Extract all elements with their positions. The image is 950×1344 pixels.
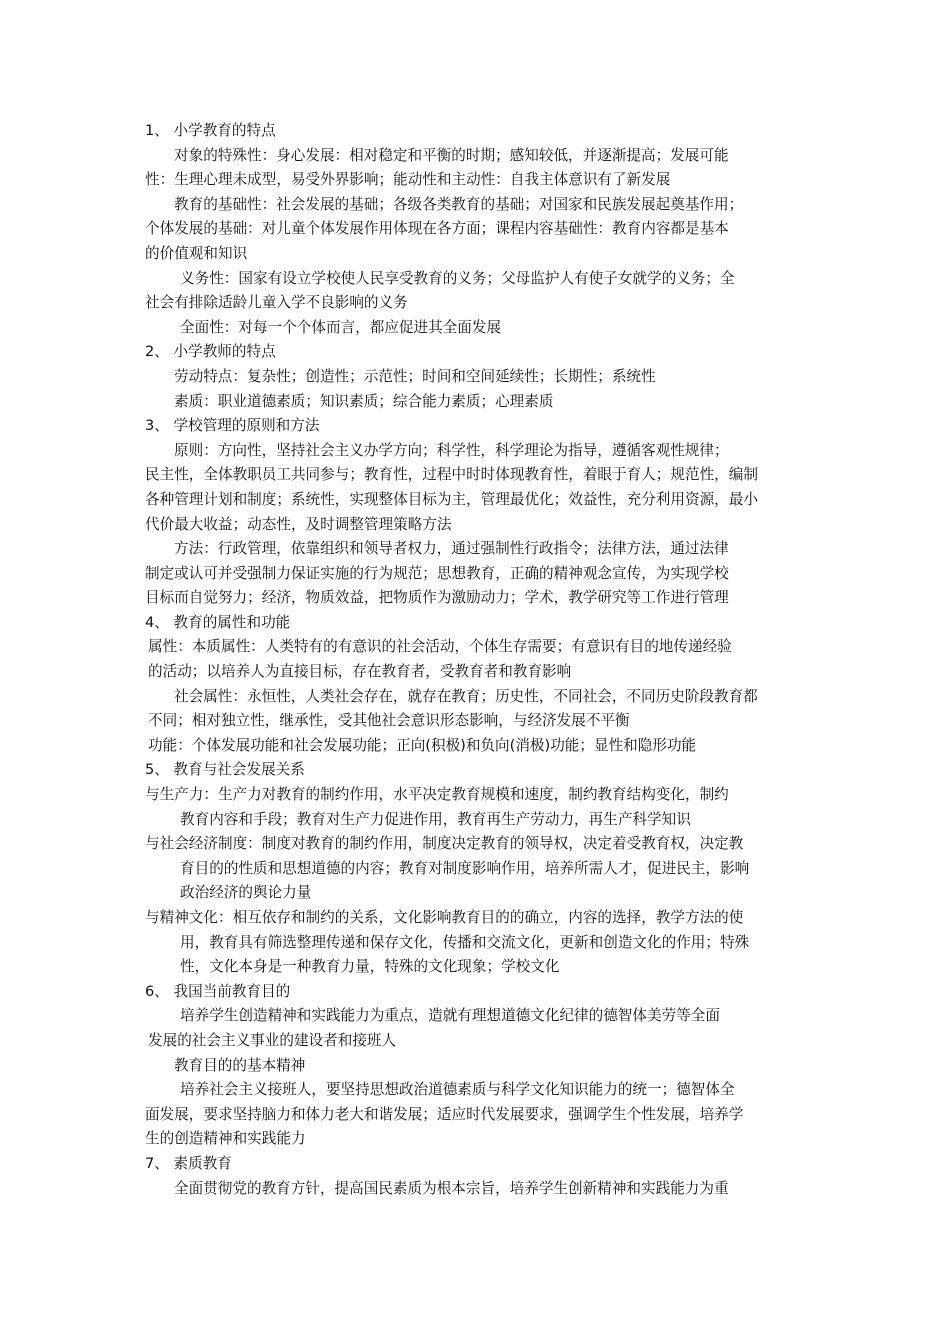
text-line: 性：生理心理未成型，易受外界影响；能动性和主动性：自我主体意识有了新发展 (145, 171, 671, 189)
text-line: 与社会经济制度：制度对教育的制约作用，制度决定教育的领导权，决定着受教育权，决定教 (145, 835, 744, 853)
text-line: 的价值观和知识 (145, 244, 248, 262)
text-line: 功能：个体发展功能和社会发展功能；正向(积极)和负向(消极)功能；显性和隐形功能 (148, 736, 697, 754)
text-line: 生的创造精神和实践能力 (145, 1130, 306, 1148)
text-line: 原则：方向性，坚持社会主义办学方向；科学性，科学理论为指导，遵循客观性规律； (174, 441, 729, 459)
text-line: 素质：职业道德素质；知识素质；综合能力素质；心理素质 (174, 392, 554, 410)
text-line: 培养社会主义接班人，要坚持思想政治道德素质与科学文化知识能力的统一；德智体全 (180, 1081, 735, 1099)
text-line: 方法：行政管理，依靠组织和领导者权力，通过强制性行政指令；法律方法，通过法律 (174, 540, 729, 558)
text-line: 育目的的性质和思想道德的内容；教育对制度影响作用，培养所需人才，促进民主，影响 (180, 859, 750, 877)
text-line: 对象的特殊性：身心发展：相对稳定和平衡的时期；感知较低，并逐渐提高；发展可能 (174, 146, 729, 164)
text-line: 制定或认可并受强制力保证实施的行为规范；思想教育，正确的精神观念宣传，为实现学校 (145, 564, 729, 582)
text-line: 劳动特点：复杂性；创造性；示范性；时间和空间延续性；长期性；系统性 (174, 367, 656, 385)
section-heading-1: 1、 小学教育的特点 (145, 122, 276, 139)
text-line: 的活动；以培养人为直接目标，存在教育者，受教育者和教育影响 (148, 663, 572, 681)
section-heading-4: 4、 教育的属性和功能 (145, 613, 291, 631)
text-line: 发展的社会主义事业的建设者和接班人 (148, 1031, 397, 1049)
text-line: 目标而自觉努力；经济，物质效益，把物质作为激励动力；学术，教学研究等工作进行管理 (145, 589, 729, 607)
text-line: 社会有排除适龄儿童入学不良影响的义务 (145, 294, 408, 312)
text-line: 政治经济的舆论力量 (180, 884, 312, 902)
text-line: 教育的基础性：社会发展的基础；各级各类教育的基础；对国家和民族发展起奠基作用； (174, 195, 744, 213)
text-line: 性，文化本身是一种教育力量，特殊的文化现象；学校文化 (180, 958, 560, 976)
text-line: 不同；相对独立性，继承性，受其他社会意识形态影响，与经济发展不平衡 (148, 712, 630, 730)
document-body (145, 119, 809, 1201)
section-heading-7: 7、 素质教育 (145, 1154, 232, 1172)
text-line: 社会属性：永恒性，人类社会存在，就存在教育；历史性，不同社会，不同历史阶段教育都 (174, 687, 758, 705)
text-line: 属性：本质属性：人类特有的有意识的社会活动，个体生存需要；有意识有目的地传递经验 (148, 638, 732, 656)
text-line: 全面性：对每一个个体而言，都应促进其全面发展 (180, 318, 502, 336)
section-heading-2: 2、 小学教师的特点 (145, 343, 276, 361)
text-line: 教育内容和手段；教育对生产力促进作用，教育再生产劳动力，再生产科学知识 (180, 810, 691, 828)
text-line: 代价最大收益；动态性，及时调整管理策略方法 (145, 515, 452, 533)
section-heading-5: 5、 教育与社会发展关系 (145, 761, 305, 779)
text-line: 与精神文化：相互依存和制约的关系，文化影响教育目的的确立，内容的选择，教学方法的使 (145, 909, 744, 926)
text-line: 用，教育具有筛选整理传递和保存文化，传播和交流文化，更新和创造文化的作用；特殊 (180, 933, 750, 951)
text-line: 与生产力：生产力对教育的制约作用，水平决定教育规模和速度，制约教育结构变化，制约 (145, 786, 729, 804)
text-line: 民主性，全体教职员工共同参与；教育性，过程中时时体现教育性，着眼于育人；规范性，编制 (145, 466, 758, 484)
text-line: 个体发展的基础：对儿童个体发展作用体现在各方面；课程内容基础性：教育内容都是基本 (145, 220, 729, 238)
text-line: 培养学生创造精神和实践能力为重点，造就有理想道德文化纪律的德智体美劳等全面 (180, 1007, 720, 1025)
section-heading-3: 3、 学校管理的原则和方法 (145, 417, 320, 435)
text-line: 教育目的的基本精神 (174, 1056, 306, 1074)
text-line: 全面贯彻党的教育方针，提高国民素质为根本宗旨，培养学生创新精神和实践能力为重 (174, 1179, 729, 1197)
text-line: 各种管理计划和制度；系统性，实现整体目标为主，管理最优化；效益性，充分利用资源，最小 (145, 490, 758, 508)
text-line: 面发展，要求坚持脑力和体力老大和谐发展；适应时代发展要求，强调学生个性发展，培养学 (145, 1105, 744, 1123)
section-heading-6: 6、 我国当前教育目的 (145, 982, 291, 1000)
text-line: 义务性：国家有设立学校使人民享受教育的义务；父母监护人有使子女就学的义务；全 (180, 269, 735, 287)
